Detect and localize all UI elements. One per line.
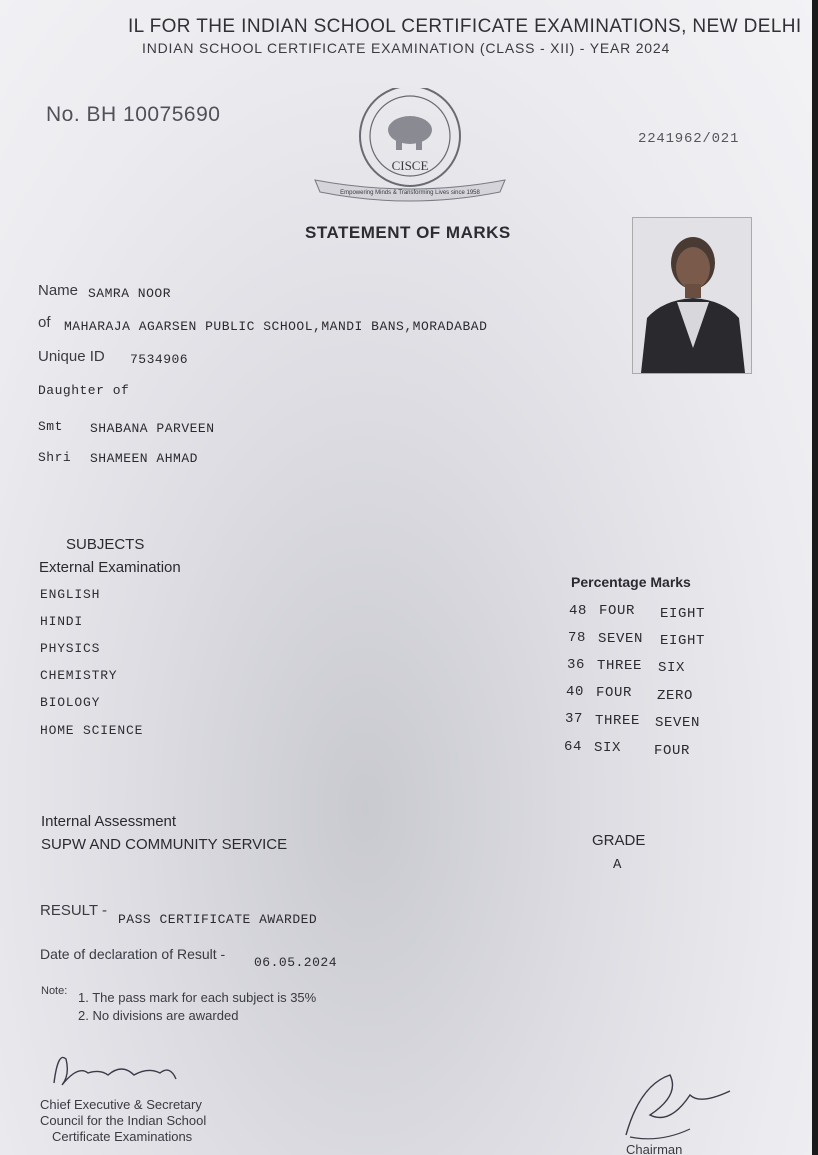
marks-in-words: ZERO	[657, 688, 694, 704]
marks-in-words: SEVEN	[655, 715, 701, 731]
signatory-left-line: Certificate Examinations	[52, 1129, 193, 1144]
mother-name: SHABANA PARVEEN	[90, 421, 215, 436]
document-title: STATEMENT OF MARKS	[305, 223, 511, 242]
certificate-number: No. BH 10075690	[46, 103, 221, 126]
school-label: of	[38, 314, 51, 331]
unique-id-label: Unique ID	[38, 348, 105, 365]
subject-name: PHYSICS	[40, 641, 101, 656]
marks-in-words: THREE	[595, 713, 641, 729]
mother-label: Smt	[38, 419, 63, 434]
result-value: PASS CERTIFICATE AWARDED	[118, 912, 318, 927]
marks-in-words: THREE	[597, 658, 643, 674]
declaration-label: Date of declaration of Result -	[40, 946, 226, 962]
note-item: 2. No divisions are awarded	[78, 1008, 239, 1023]
marks-in-words: FOUR	[599, 603, 636, 619]
declaration-date: 06.05.2024	[254, 955, 338, 970]
marks-in-words: SIX	[594, 740, 622, 756]
chairman-label: Chairman	[626, 1142, 683, 1155]
subject-marks: 36	[567, 657, 586, 673]
subject-name: ENGLISH	[40, 587, 101, 602]
logo-motto-text: Empowering Minds & Transforming Lives since 1958	[340, 190, 480, 196]
marks-in-words: FOUR	[596, 685, 633, 701]
subject-name: HINDI	[40, 614, 84, 629]
subject-marks: 78	[568, 630, 587, 646]
grade-heading: GRADE	[592, 832, 646, 849]
subject-marks: 37	[565, 711, 584, 727]
serial-number: 2241962/021	[638, 131, 740, 147]
marks-in-words: SIX	[658, 660, 686, 676]
father-name: SHAMEEN AHMAD	[90, 451, 198, 466]
internal-assessment-heading: Internal Assessment	[41, 813, 177, 830]
candidate-photo	[632, 217, 752, 374]
subject-name: BIOLOGY	[40, 695, 101, 710]
marks-in-words: EIGHT	[660, 633, 706, 649]
subject-marks: 64	[564, 739, 583, 755]
result-label: RESULT -	[40, 902, 107, 919]
council-heading: IL FOR THE INDIAN SCHOOL CERTIFICATE EXAMINATIONS, NEW DELHI	[128, 16, 802, 37]
note-item: 1. The pass mark for each subject is 35%	[78, 990, 317, 1005]
father-label: Shri	[38, 450, 72, 465]
secretary-signature	[48, 1045, 188, 1095]
marks-in-words: SEVEN	[598, 631, 644, 647]
school-name: MAHARAJA AGARSEN PUBLIC SCHOOL,MANDI BANS,MORADABAD	[64, 319, 488, 334]
logo-emblem-text: CISCE	[391, 158, 429, 173]
exam-heading: INDIAN SCHOOL CERTIFICATE EXAMINATION (CLASS - XII) - YEAR 2024	[142, 40, 671, 56]
note-label: Note:	[41, 985, 68, 997]
percentage-marks-heading: Percentage Marks	[571, 574, 691, 590]
marks-in-words: EIGHT	[660, 606, 706, 622]
unique-id-value: 7534906	[130, 352, 189, 367]
subject-name: CHEMISTRY	[40, 668, 118, 683]
relation-label: Daughter of	[38, 383, 130, 398]
grade-value: A	[613, 857, 623, 873]
marks-in-words: FOUR	[654, 743, 691, 759]
cisce-logo-seal	[310, 88, 510, 218]
signatory-left-line: Chief Executive & Secretary	[40, 1097, 202, 1112]
subject-name: HOME SCIENCE	[40, 723, 144, 738]
chairman-signature	[610, 1065, 740, 1145]
candidate-name: SAMRA NOOR	[88, 286, 172, 301]
subjects-heading: SUBJECTS	[66, 536, 145, 553]
internal-subject: SUPW AND COMMUNITY SERVICE	[41, 836, 288, 853]
signatory-left-line: Council for the Indian School	[40, 1113, 207, 1128]
subject-marks: 48	[569, 603, 588, 619]
subject-marks: 40	[566, 684, 585, 700]
external-exam-heading: External Examination	[39, 559, 181, 576]
name-label: Name	[38, 282, 79, 299]
